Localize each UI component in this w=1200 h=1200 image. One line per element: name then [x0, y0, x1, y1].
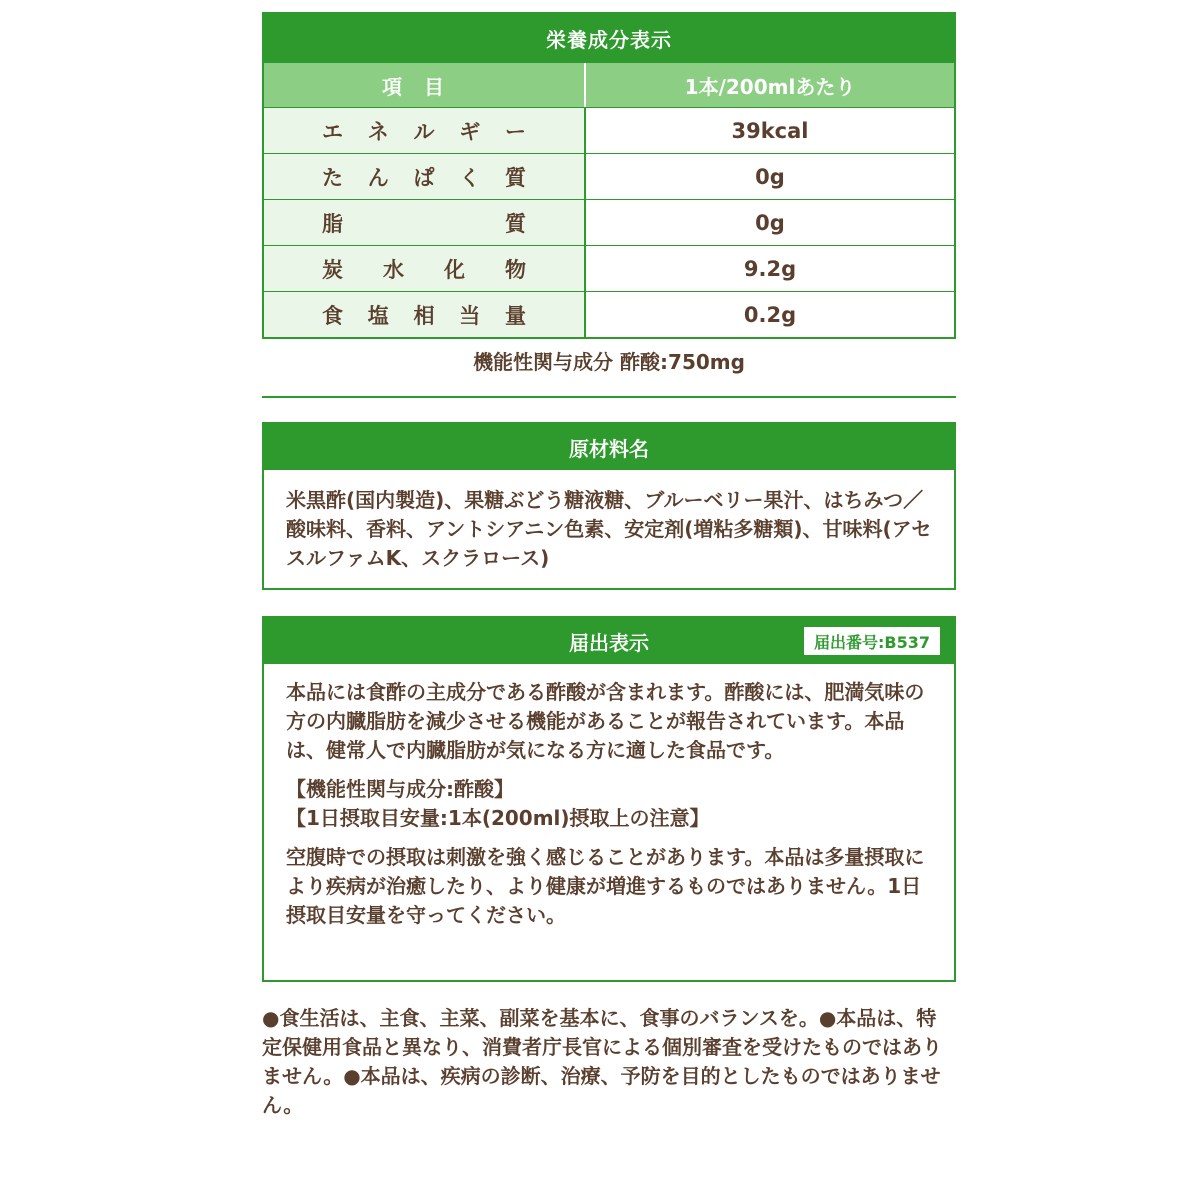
notification-body — [264, 664, 954, 954]
nutrition-label-char: 物 — [505, 257, 526, 282]
nutrition-label-char: 当 — [459, 303, 481, 328]
nutrition-label-char: ネ — [367, 119, 389, 144]
nutrition-row — [264, 199, 954, 245]
notification-title: 届出表示 — [569, 630, 649, 655]
functional-component-line: 機能性関与成分 酢酸:750mg — [473, 350, 745, 374]
notification-caution: 空腹時での摂取は刺激を強く感じることがあります。本品は多量摂取により疾病が治癒したり、より健康が増進するものではありません。1日摂取目安量を守ってください。 — [286, 845, 925, 927]
nutrition-label-char: 脂 — [322, 211, 343, 236]
nutrition-label-char: 質 — [505, 211, 526, 236]
footer-notes: ●食生活は、主食、主菜、副菜を基本に、食事のバランスを。●本品は、特定保健用食品と異なり、消費者庁長官による個別審査を受けたものではありません。●本品は、疾病の診断、治療、予防を目的としたものではありません。 — [262, 1006, 942, 1117]
nutrition-label-char: 水 — [383, 257, 404, 282]
nutrition-row — [264, 291, 954, 337]
nutrition-label — [322, 300, 526, 330]
nutrition-label-char: 食 — [322, 303, 343, 328]
nutrition-label-char: 相 — [413, 303, 435, 328]
nutrition-table — [262, 12, 956, 339]
notification-header — [264, 618, 954, 664]
nutrition-label — [322, 208, 526, 238]
nutrition-label-char: く — [459, 165, 481, 190]
nutrition-label-char: ー — [505, 119, 526, 144]
ingredients-box — [262, 422, 956, 590]
nutrition-label-cell — [264, 154, 586, 199]
header-per: 1本/200mlあたり — [684, 74, 856, 99]
nutrition-label — [322, 254, 526, 284]
section-divider — [262, 396, 956, 398]
nutrition-label-char: た — [322, 165, 343, 190]
nutrition-row — [264, 153, 954, 199]
nutrition-label-char: ギ — [459, 119, 481, 144]
nutrition-label-char: エ — [322, 119, 343, 144]
nutrition-value: 39kcal — [731, 118, 809, 143]
nutrition-label-char: 化 — [444, 257, 465, 282]
header-item: 項目 — [264, 63, 586, 107]
nutrition-row — [264, 245, 954, 291]
nutrition-header-row — [264, 62, 954, 107]
notification-box — [262, 616, 956, 982]
nutrition-label-char: ル — [413, 119, 435, 144]
nutrition-value: 0g — [755, 164, 785, 189]
nutrition-rows — [264, 107, 954, 337]
nutrition-label-char: 質 — [505, 165, 526, 190]
nutrition-label-cell — [264, 200, 586, 245]
ingredients-title: 原材料名 — [264, 424, 954, 470]
nutrition-label-char: ぱ — [413, 165, 435, 190]
nutrition-row — [264, 107, 954, 153]
notification-number-badge: 届出番号:B537 — [804, 627, 940, 655]
nutrition-label-cell — [264, 246, 586, 291]
nutrition-label — [322, 116, 526, 146]
nutrition-label-char: 量 — [505, 303, 526, 328]
nutrition-value: 9.2g — [743, 256, 797, 281]
nutrition-label-cell — [264, 108, 586, 153]
notification-claim: 本品には食酢の主成分である酢酸が含まれます。酢酸には、肥満気味の方の内臓脂肪を減少させる機能があることが報告されています。本品は、健常人で内臓脂肪が気になる方に適した食品です。 — [286, 680, 925, 762]
nutrition-value: 0.2g — [743, 302, 797, 327]
nutrition-label-char: 塩 — [367, 303, 389, 328]
ingredients-text: 米黒酢(国内製造)、果糖ぶどう糖液糖、ブルーベリー果汁、はちみつ／酸味料、香料、アントシアニン色素、安定剤(増粘多糖類)、甘味料(アセスルファムK、スクラロース) — [286, 488, 932, 570]
nutrition-label — [322, 162, 526, 192]
notification-component: 【機能性関与成分:酢酸】 — [286, 777, 514, 801]
notification-daily-intake: 【1日摂取目安量:1本(200ml)摂取上の注意】 — [286, 806, 710, 830]
nutrition-title: 栄養成分表示 — [264, 14, 954, 62]
nutrition-label-char: 炭 — [322, 257, 343, 282]
nutrition-value: 0g — [755, 210, 785, 235]
nutrition-label-char: ん — [367, 165, 389, 190]
nutrition-label-cell — [264, 292, 586, 337]
